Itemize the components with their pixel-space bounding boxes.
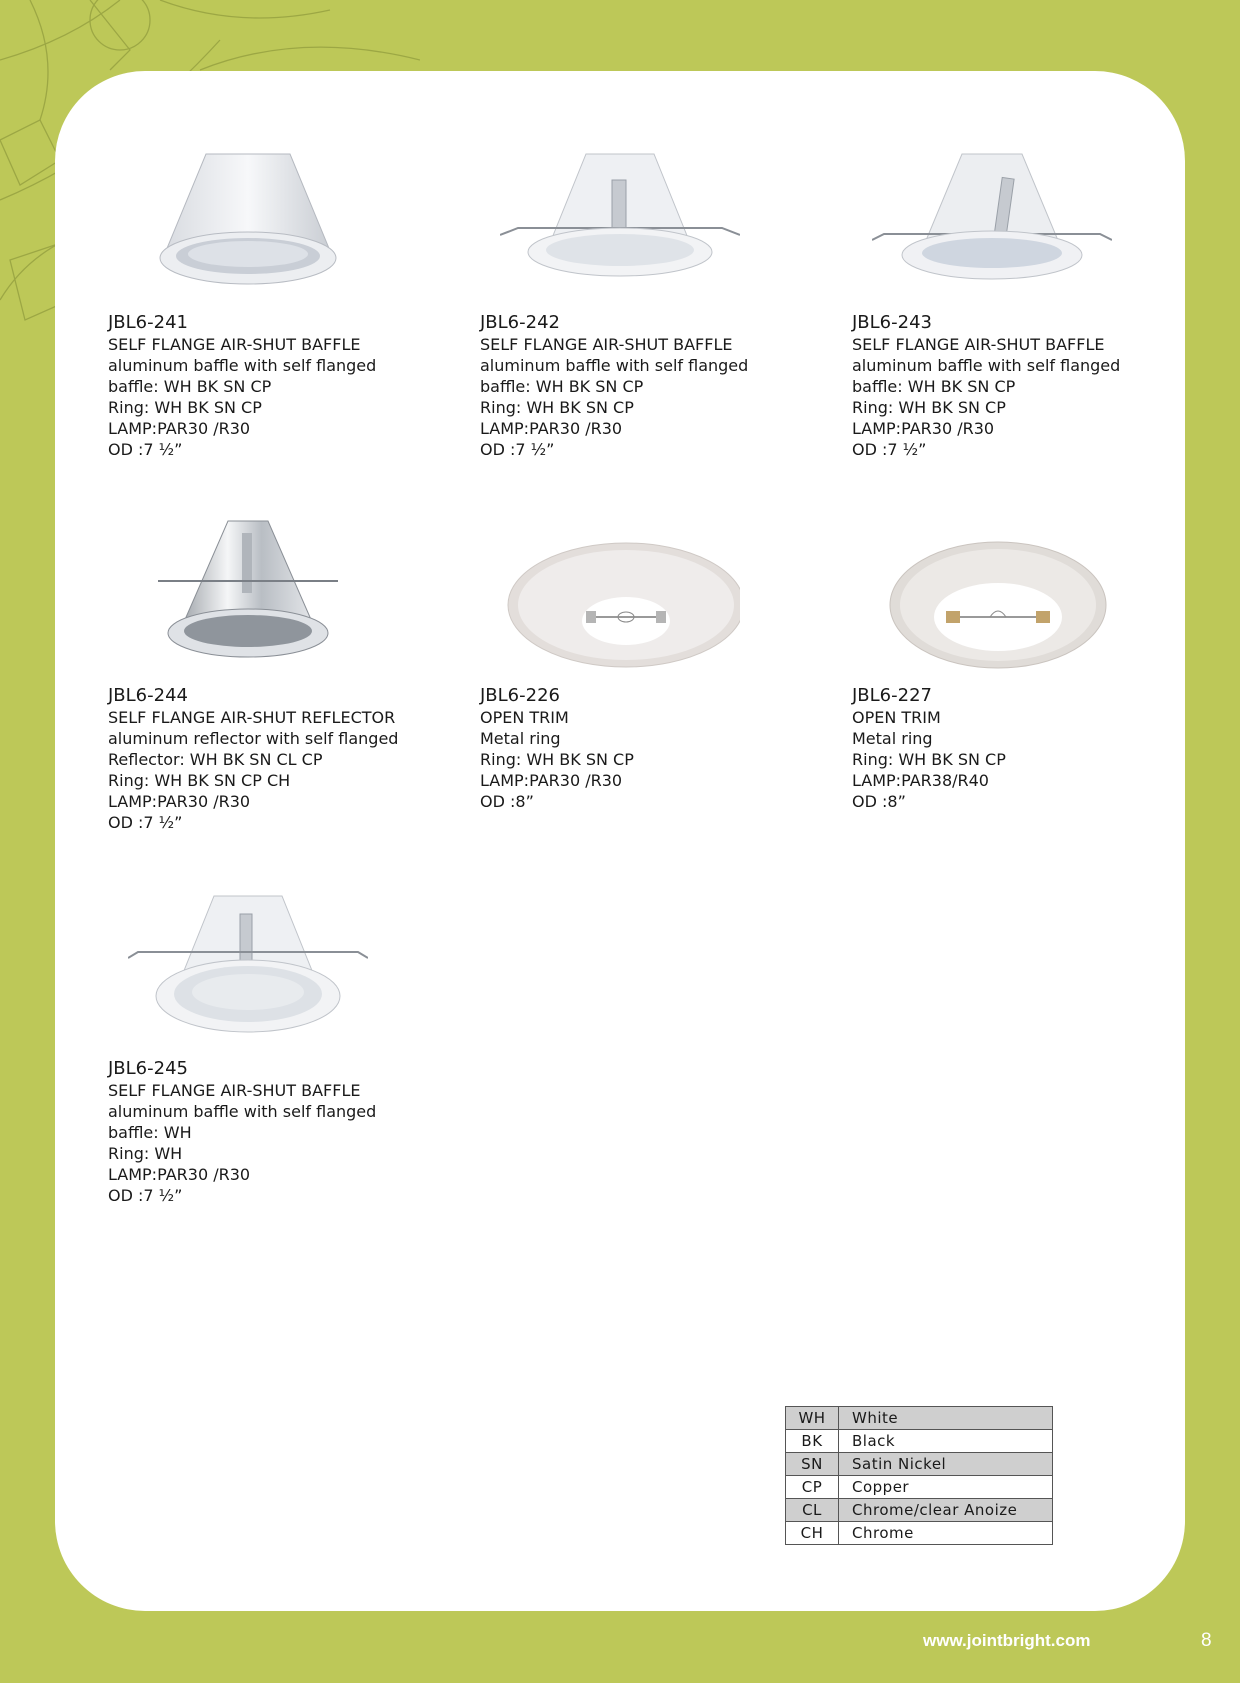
- product-ring-finish: Ring: WH BK SN CP: [480, 398, 634, 417]
- product-description: aluminum baffle with self flanged: [108, 1102, 377, 1121]
- product-od: OD :7 ½”: [480, 440, 555, 459]
- product-description: Metal ring: [852, 729, 933, 748]
- reflector-downlight-photo: [128, 513, 368, 678]
- product-lamp: LAMP:PAR30 /R30: [480, 771, 623, 790]
- open-trim-photo: [872, 513, 1112, 678]
- legend-row: [786, 1430, 1053, 1453]
- product-od: OD :8”: [852, 792, 906, 811]
- product-lamp: LAMP:PAR30 /R30: [108, 792, 251, 811]
- open-trim-photo: [500, 513, 740, 678]
- baffle-downlight-photo: [500, 140, 740, 305]
- finish-legend-table: [785, 1406, 1053, 1545]
- product-lamp: LAMP:PAR38/R40: [852, 771, 989, 790]
- legend-name: White: [839, 1407, 1053, 1430]
- product-lamp: LAMP:PAR30 /R30: [108, 1165, 251, 1184]
- product-title: SELF FLANGE AIR-SHUT BAFFLE: [852, 335, 1105, 354]
- product-ring-finish: Ring: WH BK SN CP: [108, 398, 262, 417]
- website-url: www.jointbright.com: [923, 1631, 1091, 1650]
- legend-abbr: CL: [786, 1499, 839, 1522]
- legend-row: [786, 1522, 1053, 1545]
- product-od: OD :7 ½”: [108, 440, 183, 459]
- product-code: JBL6-244: [108, 685, 188, 706]
- legend-name: Satin Nickel: [839, 1453, 1053, 1476]
- product-ring-finish: Ring: WH: [108, 1144, 183, 1163]
- product-description: aluminum baffle with self flanged: [480, 356, 749, 375]
- product-code: JBL6-241: [108, 312, 188, 333]
- product-baffle-finish: baffle: WH BK SN CP: [852, 377, 1016, 396]
- product-title: OPEN TRIM: [480, 708, 569, 727]
- product-code: JBL6-242: [480, 312, 560, 333]
- legend-row: [786, 1453, 1053, 1476]
- product-ring-finish: Ring: WH BK SN CP CH: [108, 771, 291, 790]
- legend-row: [786, 1499, 1053, 1522]
- product-ring-finish: Ring: WH BK SN CP: [852, 398, 1006, 417]
- legend-abbr: CP: [786, 1476, 839, 1499]
- legend-row: [786, 1476, 1053, 1499]
- product-title: OPEN TRIM: [852, 708, 941, 727]
- product-title: SELF FLANGE AIR-SHUT BAFFLE: [108, 1081, 361, 1100]
- baffle-downlight-photo: [872, 140, 1112, 305]
- baffle-downlight-photo: [128, 140, 368, 305]
- product-baffle-finish: baffle: WH BK SN CP: [480, 377, 644, 396]
- product-title: SELF FLANGE AIR-SHUT BAFFLE: [480, 335, 733, 354]
- legend-row: [786, 1407, 1053, 1430]
- product-description: Metal ring: [480, 729, 561, 748]
- product-code: JBL6-226: [480, 685, 560, 706]
- product-lamp: LAMP:PAR30 /R30: [852, 419, 995, 438]
- product-baffle-finish: baffle: WH BK SN CP: [108, 377, 272, 396]
- product-lamp: LAMP:PAR30 /R30: [480, 419, 623, 438]
- legend-name: Chrome: [839, 1522, 1053, 1545]
- legend-abbr: SN: [786, 1453, 839, 1476]
- product-title: SELF FLANGE AIR-SHUT REFLECTOR: [108, 708, 396, 727]
- product-description: aluminum baffle with self flanged: [852, 356, 1121, 375]
- product-od: OD :8”: [480, 792, 534, 811]
- legend-name: Copper: [839, 1476, 1053, 1499]
- baffle-downlight-photo: [128, 886, 368, 1051]
- legend-abbr: CH: [786, 1522, 839, 1545]
- product-od: OD :7 ½”: [108, 1186, 183, 1205]
- legend-abbr: WH: [786, 1407, 839, 1430]
- page-number: 8: [1201, 1630, 1212, 1651]
- product-od: OD :7 ½”: [852, 440, 927, 459]
- product-description: aluminum baffle with self flanged: [108, 356, 377, 375]
- product-code: JBL6-243: [852, 312, 932, 333]
- product-title: SELF FLANGE AIR-SHUT BAFFLE: [108, 335, 361, 354]
- product-od: OD :7 ½”: [108, 813, 183, 832]
- legend-name: Black: [839, 1430, 1053, 1453]
- product-baffle-finish: baffle: WH: [108, 1123, 192, 1142]
- product-reflector-finish: Reflector: WH BK SN CL CP: [108, 750, 323, 769]
- product-code: JBL6-245: [108, 1058, 188, 1079]
- legend-name: Chrome/clear Anoize: [839, 1499, 1053, 1522]
- product-ring-finish: Ring: WH BK SN CP: [480, 750, 634, 769]
- product-description: aluminum reflector with self flanged: [108, 729, 399, 748]
- legend-abbr: BK: [786, 1430, 839, 1453]
- product-lamp: LAMP:PAR30 /R30: [108, 419, 251, 438]
- product-ring-finish: Ring: WH BK SN CP: [852, 750, 1006, 769]
- product-code: JBL6-227: [852, 685, 932, 706]
